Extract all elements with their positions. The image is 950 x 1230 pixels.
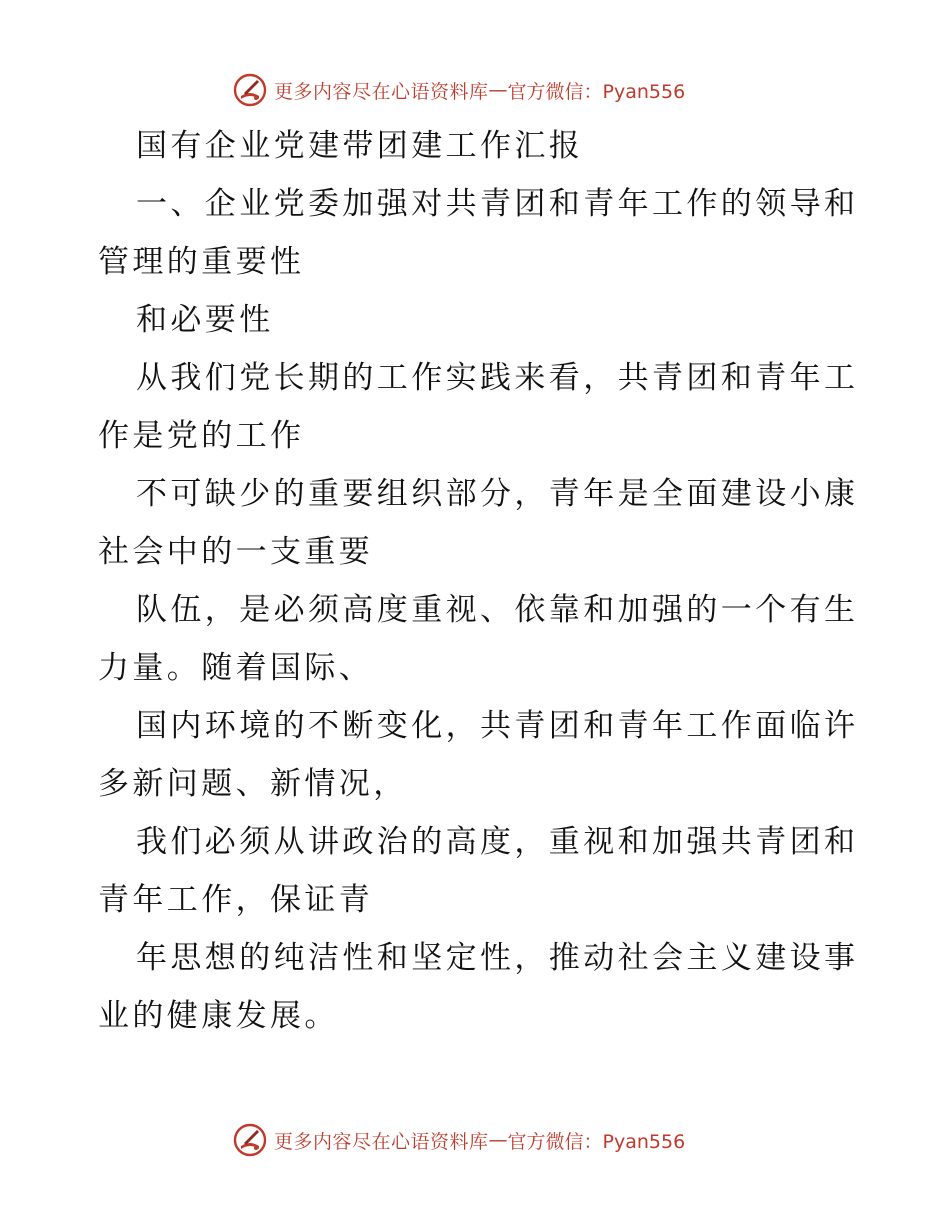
text-line: 国内环境的不断变化，共青团和青年工作面临许 [136, 708, 859, 744]
text-line: 年思想的纯洁性和坚定性，推动社会主义建设事 [136, 940, 859, 976]
banner-separator: — [488, 79, 508, 101]
text-line: 业的健康发展。 [98, 998, 339, 1034]
text-line: 和必要性 [136, 302, 274, 338]
text-line: 队伍，是必须高度重视、依靠和加强的一个有生 [136, 592, 859, 628]
text-line: 一、企业党委加强对共青团和青年工作的领导和 [136, 186, 859, 222]
banner-separator: — [488, 1129, 508, 1151]
book-quill-logo-icon [232, 72, 268, 108]
banner-wechat-id: 官方微信：Pyan556 [507, 80, 686, 103]
header-banner [232, 70, 685, 110]
footer-banner [232, 1120, 685, 1160]
banner-library-text: 更多内容尽在心语资料库 [274, 80, 489, 103]
text-line: 社会中的一支重要 [98, 534, 374, 570]
text-line: 不可缺少的重要组织部分，青年是全面建设小康 [136, 476, 859, 512]
text-line: 力量。随着国际、 [98, 650, 374, 686]
text-line: 从我们党长期的工作实践来看，共青团和青年工 [136, 360, 859, 396]
text-line: 青年工作，保证青 [98, 882, 374, 918]
banner-library-text: 更多内容尽在心语资料库 [274, 1130, 489, 1153]
text-line: 管理的重要性 [98, 244, 305, 280]
document-body [98, 117, 858, 1045]
text-line: 我们必须从讲政治的高度，重视和加强共青团和 [136, 824, 859, 860]
document-title: 国有企业党建带团建工作汇报 [136, 128, 584, 164]
book-quill-logo-icon [232, 1122, 268, 1158]
text-line: 多新问题、新情况， [98, 766, 408, 802]
text-line: 作是党的工作 [98, 418, 305, 454]
banner-wechat-id: 官方微信：Pyan556 [507, 1130, 686, 1153]
